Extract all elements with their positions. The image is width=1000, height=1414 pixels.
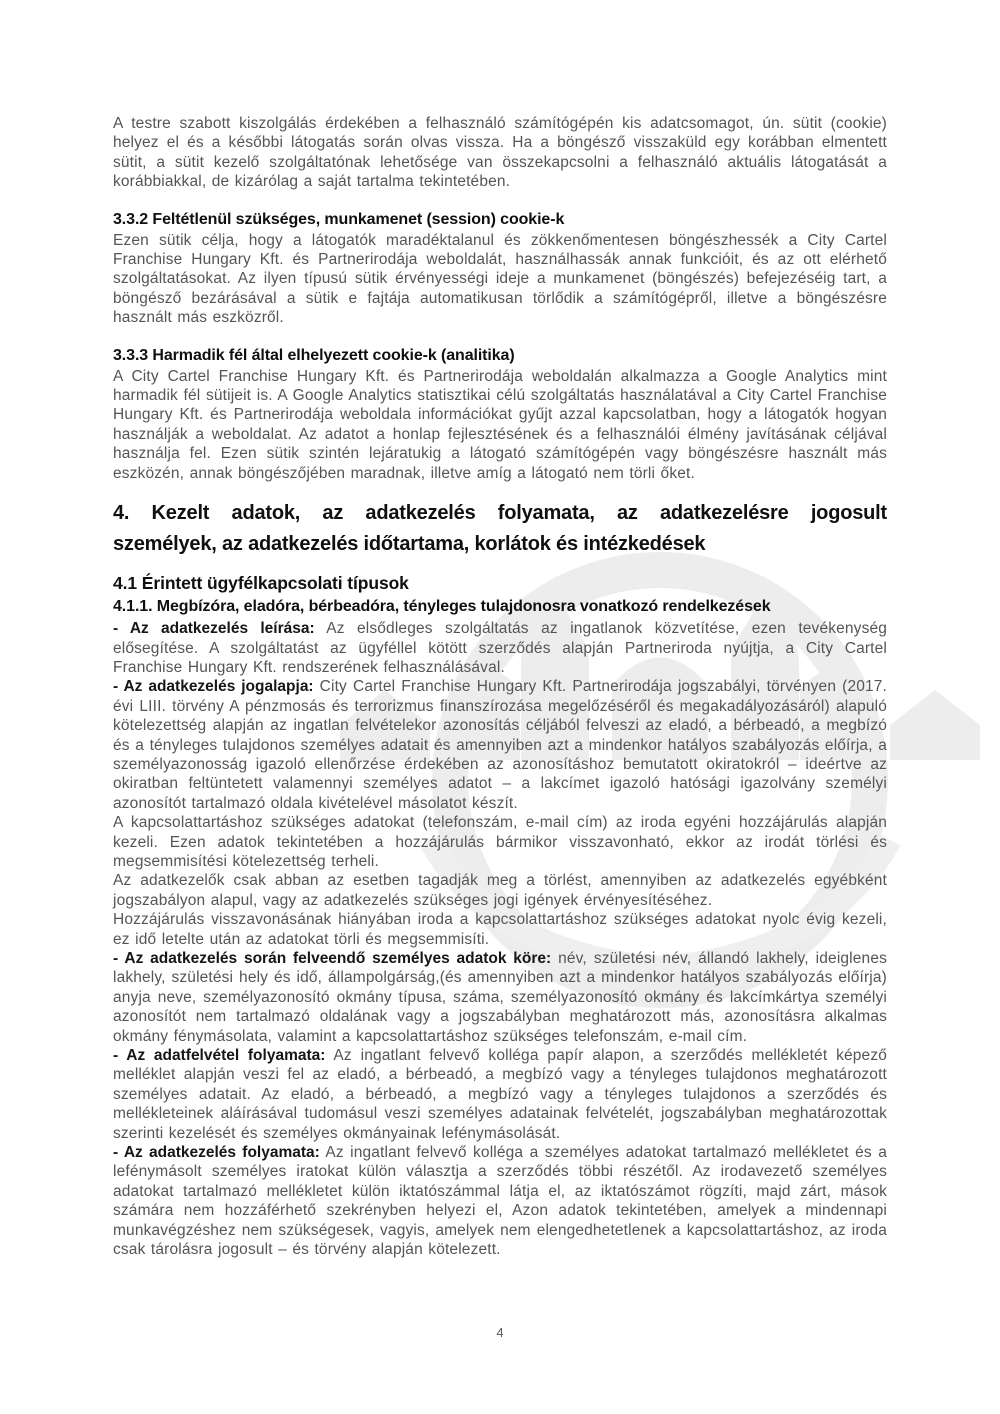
paragraph-adatkezelok [113, 871, 887, 910]
paragraph-lead: - Az adatfelvétel folyamata: [113, 1047, 326, 1065]
intro-paragraph: A testre szabott kiszolgálás érdekében a felhasználó számítógépén kis adatcsomagot, ún. sütit (cookie) helyez el és a későbbi látogatás során olvas vissza. Ha a böngésző visszaküld egy korábban elmentett sütit, a sütit kezelő szolgáltatónak lehetősége van összekapcsolni a felhasználó aktuális látogatását a korábbiakkal, de kizárólag a saját tartalma tekintetében. [113, 115, 887, 191]
paragraph-lead: - Az adatkezelés folyamata: [113, 1144, 320, 1162]
paragraph-3-3-2: Ezen sütik célja, hogy a látogatók maradéktalanul és zökkenőmentesen böngészhessék a City Cartel Franchise Hungary Kft. és Partnerirodája weboldalát, használhassák annak funkcióit, és az ott elérhető szolgáltatásokat. Az ilyen típusú sütik érvényességi ideje a munkamenet (böngészés) befejezéséig tart, a böngésző bezárásával a sütik e fajtája automatikusan törlődik a számítógépről, illetve a böngészésre használt más eszközről. [113, 231, 887, 327]
heading-4-line-2: személyek, az adatkezelés időtartama, korlátok és intézkedések [113, 533, 706, 556]
heading-4-1: 4.1 Érintett ügyfélkapcsolati típusok [113, 573, 409, 594]
paragraph-text: Az adatkezelők csak abban az esetben tagadják meg a törlést, amennyiben az adatkezelés egyébként jogszabályon alapul, vagy az adatkezelés szükséges jogi igények érvényesítéséhez. [113, 872, 887, 909]
paragraph-adatkezeles-leirasa [113, 619, 887, 677]
paragraph-3-3-3: A City Cartel Franchise Hungary Kft. és Partnerirodája weboldalán alkalmazza a Google Analytics mint harmadik fél sütijeit is. A Google Analytics statisztikai célú szolgáltatás használatával a City Cartel Franchise Hungary Kft. és Partnerirodája weboldala információkat gyűjt azzal kapcsolatban, hogy a látogatók hogyan használják a weboldalat. Az adatot a honlap fejlesztésének és a felhasználói élmény javításának céljával használja fel. Ezen sütik szintén lejáratukig a látogató számítógépén vagy böngészésre használt más eszközén, annak böngészőjében maradnak, illetve amíg a látogató nem törli őket. [113, 367, 887, 482]
heading-4-1-1: 4.1.1. Megbízóra, eladóra, bérbeadóra, tényleges tulajdonosra vonatkozó rendelkezések [113, 598, 771, 616]
paragraph-kapcsolattartas [113, 813, 887, 871]
paragraph-felveendo-adatok-kore [113, 949, 887, 1046]
paragraph-hozzajarulas [113, 910, 887, 949]
paragraph-adatkezeles-jogalapja [113, 677, 887, 813]
paragraph-text: City Cartel Franchise Hungary Kft. Partnerirodája jogszabályi, törvényen (2017. évi LIII. törvény A pénzmosás és terrorizmus finanszírozása megelőzéséről és megakadályozásáról) alapuló kötelezettség alapján az ingatlan felvételekor azonosítás céljából felveszi az eladó, a bérbeadó, a megbízó és a tényleges tulajdonos személyes adatait és amennyiben azt a mindenkor hatályos szabályozás előírja, a személyazonosság igazoló ellenőrzése érdekében az azonosításhoz bemutatott okiratokról – ideértve az okiratban feltüntetett valamennyi személyes adatot – a lakcímet igazoló hatósági igazolvány személyi azonosítót tartalmazó oldala kivételével másolatot készít. [113, 678, 887, 812]
heading-3-3-3: 3.3.3 Harmadik fél által elhelyezett cookie-k (analitika) [113, 346, 515, 364]
paragraph-lead: - Az adatkezelés leírása: [113, 620, 315, 638]
paragraph-text: Hozzájárulás visszavonásának hiányában iroda a kapcsolattartáshoz szükséges adatokat nyolc évig kezeli, ez idő letelte után az adatokat törli és megsemmisíti. [113, 911, 887, 948]
paragraph-text: név, születési név, állandó lakhely, ideiglenes lakhely, születési hely és idő, állampolgárság,(és amennyiben azt a mindenkor hatályos szabályozás előírja) anyja neve, személyazonosító okmány típusa, száma, személyazonosító okmány és lakcímkártya személyi azonosítót nem tartalmazó oldalának vagy a jogszabályban meghatározott más, azonosításra alkalmas okmány fénymásolata, valamint a kapcsolattartáshoz szükséges telefonszám, e-mail cím. [113, 950, 887, 1045]
paragraph-text: Az ingatlant felvevő kolléga papír alapon, a szerződés mellékletét képező melléklet alapján veszi fel az eladó, a bérbeadó, a megbízó vagy a tényleges tulajdonos meghatározott személyes adatait. Az eladó, a bérbeadó, a megbízó vagy a tényleges tulajdonos a szerződés és mellékleteinek aláírásával tudomásul veszi személyes adatainak felvételét, jogszabályban meghatározottak szerinti kezelését és személyes okmányainak lefénymásolását. [113, 1047, 887, 1142]
paragraph-lead: - Az adatkezelés jogalapja: [113, 678, 314, 696]
paragraph-text: Az elsődleges szolgáltatás az ingatlanok közvetítése, ezen tevékenység elősegítése. A szolgáltatást az ügyféllel kötött szerződés alapján Partneriroda nyújtja, a City Cartel Franchise Hungary Kft. rendszerének felhasználásával. [113, 620, 888, 676]
heading-3-3-2: 3.3.2 Feltétlenül szükséges, munkamenet (session) cookie-k [113, 210, 565, 228]
paragraph-adatkezeles-folyamata [113, 1143, 887, 1259]
paragraph-text: A kapcsolattartáshoz szükséges adatokat (telefonszám, e-mail cím) az iroda egyéni hozzájárulás alapján kezeli. Ezen adatok tekintetében a hozzájárulás bármikor visszavonható, ekkor az irodát törlési és megsemmisítési kötelezettség terheli. [113, 814, 887, 870]
heading-4 [113, 498, 887, 560]
paragraph-text: Az ingatlant felvevő kolléga a személyes adatokat tartalmazó mellékletet és a lefénymásolt személyes iratokat külön választja a szerződés többi részétől. Az irodavezető személyes adatokat tartalmazó mellékletet külön iktatószámmal látja el, az iktatószámot rögzíti, majd zárt, mások számára nem hozzáférhető szekrényben helyezi el, Azon adatok tekintetében, amelyek a mindennapi munkavégzéshez nem szükségesek, vagyis, amelyek nem elengedhetetlenek a kapcsolattartáshoz, az iroda csak tárolásra jogosult – és törvény alapján kötelezett. [113, 1144, 887, 1259]
paragraph-adatfelvetel-folyamata [113, 1046, 887, 1143]
heading-4-line-1: 4. Kezelt adatok, az adatkezelés folyamata, az adatkezelésre jogosult [113, 502, 887, 525]
paragraph-lead: - Az adatkezelés során felveendő személyes adatok köre: [113, 950, 552, 967]
page-number: 4 [496, 1325, 504, 1340]
